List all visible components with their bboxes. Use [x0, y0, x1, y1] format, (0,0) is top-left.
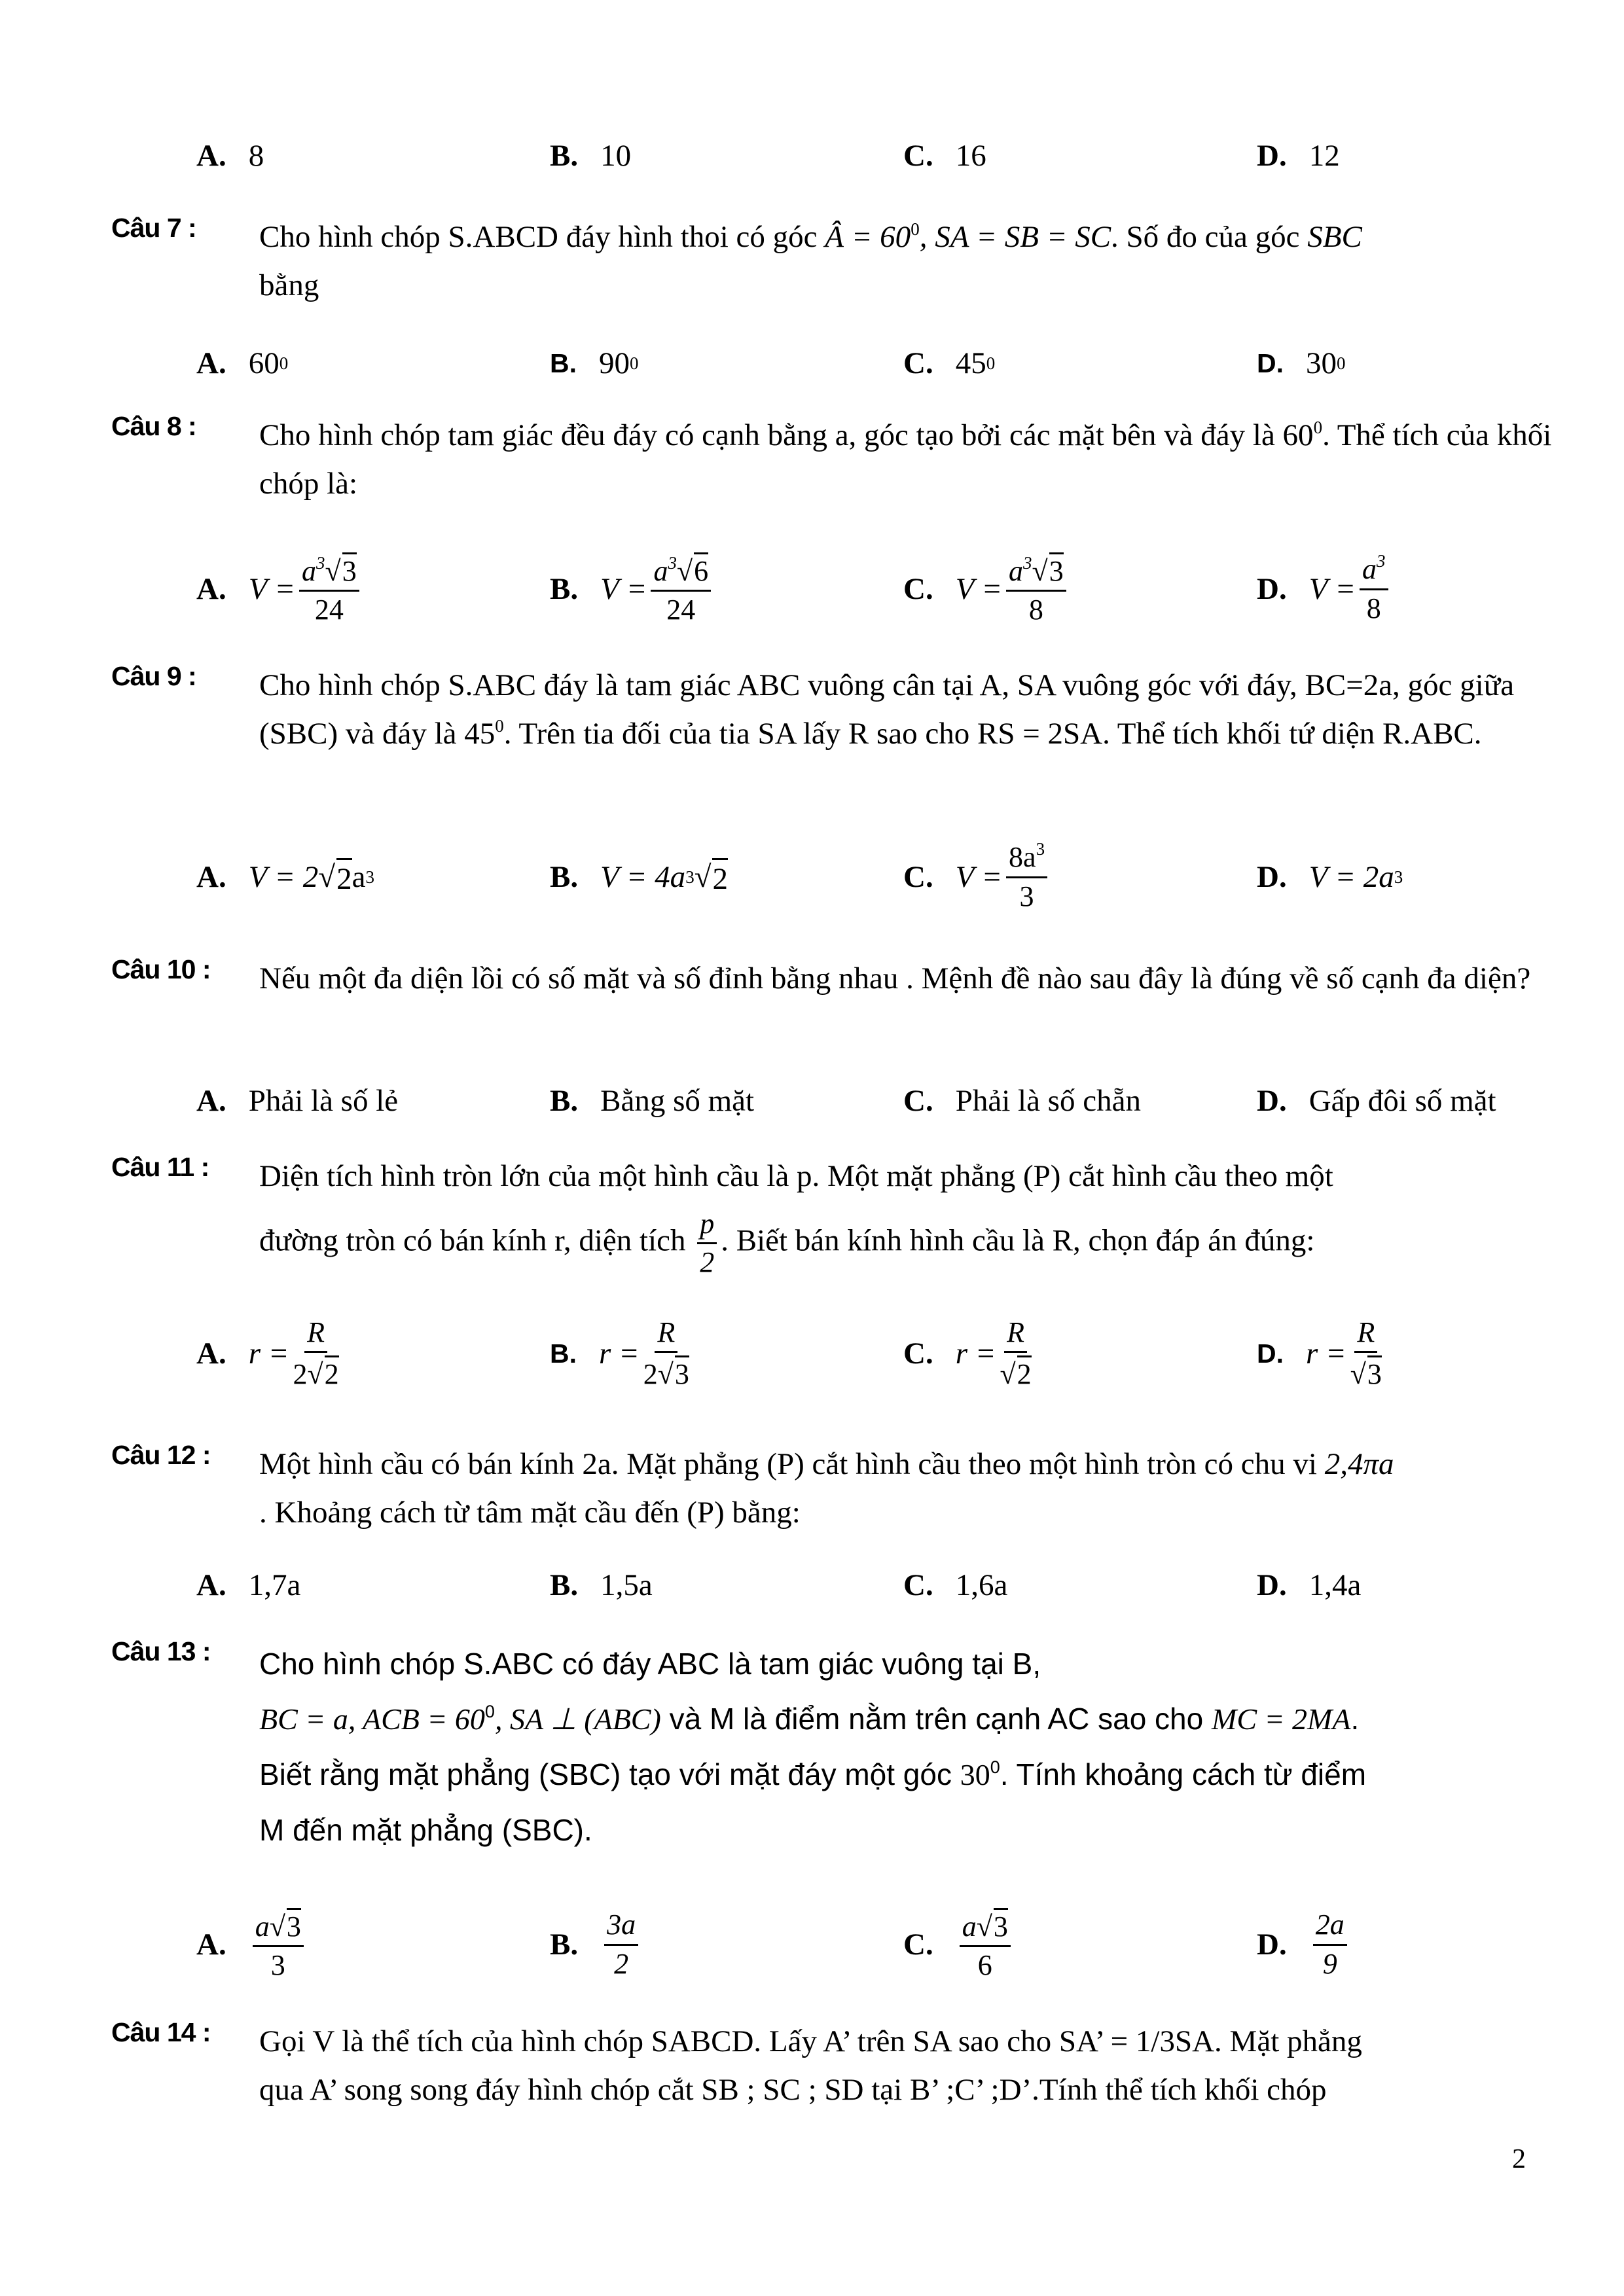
q8-option-b: B. V = $\frac{a^3√6}{24}$ [550, 550, 715, 628]
option-label: B. [550, 139, 579, 173]
option-text: 12 [1308, 139, 1340, 173]
option-text: 10 [600, 139, 632, 173]
question-9 [111, 661, 1578, 758]
q11-option-b: B. r = $\frac{R}{2√3}$ [550, 1316, 689, 1390]
option-label: A. [196, 139, 226, 173]
option-label: D. [1257, 139, 1287, 173]
q11-option-c: C. r = $\frac{R}{√2}$ [903, 1316, 1032, 1390]
question-text: Cho hình chóp tam giác đều đáy có cạnh bằng a, góc tạo bởi các mặt bên và đáy là $60^0$. Thể tích của khối chóp là: [259, 418, 1552, 501]
question-label: Câu 9 : [111, 661, 196, 691]
q9-option-c: C. V = $\frac{8a^3}{3}$ [903, 838, 1051, 916]
question-label: Câu 13 : [111, 1636, 211, 1666]
q12-option-d: D. 1,4a [1257, 1568, 1362, 1602]
q6-option-c [903, 123, 986, 188]
q6-option-a [196, 123, 264, 188]
q9-option-b: B. V = 4a 3 √ 2 [550, 838, 728, 916]
q12-options [196, 1552, 1571, 1618]
q8-option-c: C. V = $\frac{a^3√3}{8}$ [903, 550, 1070, 628]
q11-option-a: A. r = $\frac{R}{2√2}$ [196, 1316, 339, 1390]
q6-option-d [1257, 123, 1340, 188]
question-text: Cho hình chóp S.ABC đáy là tam giác ABC vuông cân tại A, SA vuông góc với đáy, BC=2a, góc giữa (SBC) và đáy là $45^0$. Trên tia đối của tia SA lấy R sao cho RS = 2SA. Thể tích khối tứ diện R.ABC. [259, 668, 1515, 751]
question-13 [111, 1636, 1578, 1857]
q9-option-a: A. V = 2 √ 2 a 3 [196, 838, 374, 916]
q9-options [196, 838, 1571, 916]
question-text: Cho hình chóp S.ABC có đáy ABC là tam giác vuông tại B, BC = a, ACB = $60^0$, SA ⊥ (ABC) và M là điểm nằm trên cạnh AC sao cho MC = 2MA. Biết rằng mặt phẳng (SBC) tạo với mặt đáy một góc $30^0$. Tính khoảng cách từ điểm M đến mặt phẳng (SBC). [259, 1647, 1367, 1847]
q10-option-b: B. Bằng số mặt [550, 1084, 755, 1118]
option-text: 8 [248, 139, 264, 173]
q11-option-d: D. r = $\frac{R}{√3}$ [1257, 1316, 1382, 1390]
page-number: 2 [1512, 2144, 1526, 2174]
question-text: Gọi V là thể tích của hình chóp SABCD. Lấy A’ trên SA sao cho SA’ = 1/3SA. Mặt phẳng qua A’ song song đáy hình chóp cắt SB ; SC ; SD tại B’ ;C’ ;D’.Tính thể tích khối chóp [259, 2024, 1362, 2107]
question-label: Câu 11 : [111, 1152, 209, 1182]
q13-option-c: C. a√3 6 [903, 1902, 1015, 1987]
q7-option-c: C. 45 0 [903, 346, 996, 380]
q10-options [196, 1068, 1571, 1134]
q9-option-d: D. V = 2a 3 [1257, 860, 1403, 894]
q10-option-a: A. Phải là số lẻ [196, 1084, 399, 1118]
question-label: Câu 8 : [111, 411, 196, 441]
question-14 [111, 2017, 1578, 2114]
question-11 [111, 1152, 1578, 1279]
question-label: Câu 12 : [111, 1440, 211, 1470]
option-text: 16 [955, 139, 986, 173]
question-label: Câu 10 : [111, 954, 211, 984]
q7-option-a: A. 60 0 [196, 346, 289, 380]
question-label: Câu 7 : [111, 213, 196, 243]
q11-options [196, 1311, 1571, 1396]
q7-options [196, 331, 1571, 396]
option-label: C. [903, 139, 933, 173]
question-text: Nếu một đa diện lồi có số mặt và số đỉnh bằng nhau . Mệnh đề nào sau đây là đúng về số cạnh đa diện? [259, 961, 1531, 996]
question-label: Câu 14 : [111, 2017, 211, 2047]
question-text: Cho hình chóp S.ABCD đáy hình thoi có góc Â = $60^0$, SA = SB = SC. Số đo của góc SBC bằng [259, 219, 1362, 302]
q10-option-d: D. Gấp đôi số mặt [1257, 1084, 1496, 1118]
q7-option-b: B. 90 0 [550, 346, 639, 380]
q13-option-b: B. 3a 2 [550, 1902, 642, 1987]
q8-option-d: D. V = $\frac{a^3}{8}$ [1257, 550, 1392, 628]
question-text: Diện tích hình tròn lớn của một hình cầu là p. Một mặt phẳng (P) cắt hình cầu theo một đường tròn có bán kính r, diện tích $\frac{p}{2}$ . Biết bán kính hình cầu là R, chọn đáp án đúng: [259, 1159, 1333, 1279]
q7-option-d: D. 30 0 [1257, 346, 1346, 380]
q13-option-d: D. 2a 9 [1257, 1902, 1351, 1987]
q8-option-a: A. V = $\frac{a^3√3}{24}$ [196, 550, 363, 628]
q12-option-b: B. 1,5a [550, 1568, 653, 1602]
question-10 [111, 954, 1578, 1003]
q8-options [196, 550, 1571, 628]
q13-options [196, 1902, 1571, 1987]
question-8 [111, 411, 1578, 508]
q13-option-a: A. a√3 3 [196, 1902, 308, 1987]
q6-options [196, 123, 1571, 188]
question-text: Một hình cầu có bán kính 2a. Mặt phẳng (P) cắt hình cầu theo một hình tròn có chu vi 2,4πa . Khoảng cách từ tâm mặt cầu đến (P) bằng: [259, 1447, 1394, 1530]
question-12 [111, 1440, 1578, 1537]
q10-option-c: C. Phải là số chẵn [903, 1084, 1141, 1118]
q12-option-a: A. 1,7a [196, 1568, 301, 1602]
question-7 [111, 213, 1578, 310]
q6-option-b [550, 123, 631, 188]
q12-option-c: C. 1,6a [903, 1568, 1008, 1602]
